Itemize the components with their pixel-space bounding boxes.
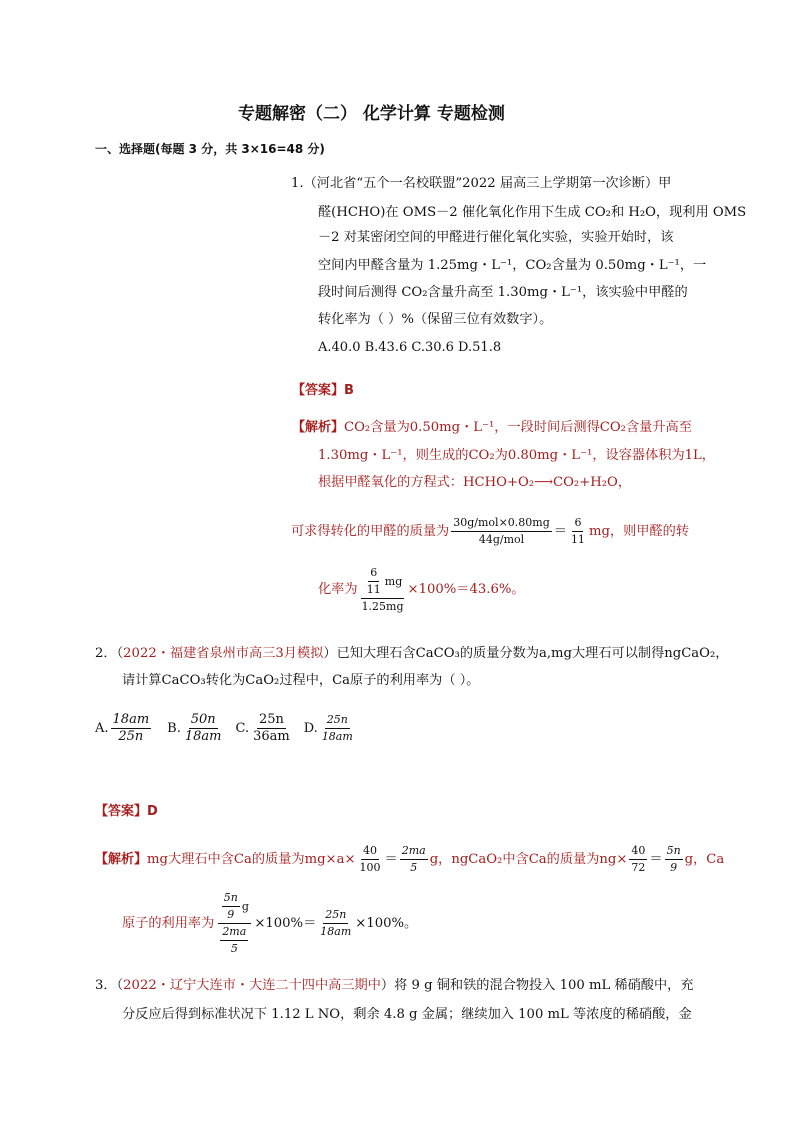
section-heading: 一、选择题(每题 3 分，共 3×16=48 分) [95, 142, 325, 156]
fraction-numerator: 25n [323, 907, 348, 924]
fraction-denominator: 18am [184, 729, 222, 744]
q2-answer: 【答案】D [95, 804, 158, 819]
q2-analysis-text: 原子的利用率为 [122, 915, 215, 931]
q2-options [95, 712, 357, 745]
q3-text: 将 9 g 铜和铁的混合物投入 100 mL 稀硝酸中，充 [394, 978, 694, 993]
fraction-numerator: 30g/mol×0.80mg [451, 515, 552, 532]
fraction-numerator: 2ma [220, 924, 248, 941]
fraction-numerator: 40 [629, 843, 647, 860]
fraction-denominator: 36am [253, 729, 290, 744]
fraction-numerator: 25n [258, 712, 284, 727]
fraction-numerator: 5n [222, 890, 240, 907]
fraction-denominator: 1.25mg [361, 600, 404, 613]
q3-line: 3．（2022・辽宁大连市・大连二十四中高三期中）将 9 g 铜和铁的混合物投入 100 mL 稀硝酸中，充 [95, 978, 694, 993]
q2-analysis-text: g，Ca [684, 851, 725, 867]
option-c-label: C. [235, 721, 250, 736]
fraction-denominator: 9 [670, 861, 678, 874]
q3-line: 分反应后得到标准状况下 1.12 L NO，剩余 4.8 g 金属；继续加入 100 mL 等浓度的稀硝酸，金 [122, 1007, 692, 1022]
q1-line: 转化率为（ ）%（保留三位有效数字）。 [318, 312, 553, 327]
q1-line: 醛(HCHO)在 OMS－2 催化氧化作用下生成 CO₂和 H₂O，现利用 OMS [318, 205, 747, 220]
page-title: 专题解密（二） 化学计算 专题检测 [238, 104, 505, 124]
fraction-denominator: 5 [230, 942, 238, 955]
equals-sign: ＝ [384, 851, 398, 867]
fraction-numerator: 18am [112, 712, 150, 727]
fraction-denominator: 72 [631, 861, 646, 874]
unit-text: mg [384, 574, 403, 588]
option-a-label: A. [95, 721, 109, 736]
q2-text: 已知大理石含CaCO₃的质量分数为a,mg大理石可以制得ngCaO₂， [336, 646, 729, 661]
fraction-numerator: 5n [665, 843, 683, 860]
q1-analysis-text: ×100%＝43.6%。 [407, 582, 525, 597]
fraction-numerator: 6 [572, 515, 583, 532]
fraction-numerator: 50n [190, 712, 216, 727]
q1-analysis-text: 化率为 [318, 582, 358, 597]
q1-analysis-text: mg，则甲醛的转 [588, 523, 690, 539]
q2-source: 2022・福建省泉州市高三3月模拟 [123, 646, 324, 661]
q1-analysis-text: 可求得转化的甲醛的质量为 [291, 523, 450, 539]
q2-line: 2．（2022・福建省泉州市高三3月模拟）已知大理石含CaCO₃的质量分数为a,mg大理石可以制得ngCaO₂， [95, 646, 729, 661]
q2-analysis-text: ×100%＝ [254, 915, 317, 931]
fraction-numerator: 6 [368, 565, 379, 582]
q2-analysis-text: ×100%。 [355, 915, 418, 931]
fraction-denominator: 11 [366, 583, 381, 596]
equals-sign: ＝ [553, 523, 567, 539]
q1-line: 1.（河北省“五个一名校联盟”2022 届高三上学期第一次诊断）甲 [291, 176, 672, 191]
fraction-denominator: 18am [321, 730, 353, 743]
option-d-label: D. [303, 721, 318, 736]
q1-analysis-line: 1.30mg・L⁻¹，则生成的CO₂为0.80mg・L⁻¹，设容器体积为1L， [318, 448, 715, 463]
fraction-numerator: 2ma [400, 843, 428, 860]
fraction-denominator: 100 [359, 861, 381, 874]
q2-analysis-text: mg大理石中含Ca的质量为mg×a× [147, 851, 356, 867]
q3-source: 2022・辽宁大连市・大连二十四中高三期中 [123, 978, 381, 993]
q1-line: 空间内甲醛含量为 1.25mg・L⁻¹，CO₂含量为 0.50mg・L⁻¹，一 [318, 258, 707, 273]
equals-sign: ＝ [649, 851, 663, 867]
q2-analysis-tag: 【解析】 [95, 851, 148, 867]
fraction-denominator: 18am [320, 925, 352, 938]
fraction-denominator: 25n [118, 729, 144, 744]
fraction-numerator: 25n [325, 712, 350, 729]
q1-analysis-line: CO₂含量为0.50mg・L⁻¹，一段时间后测得CO₂含量升高至 [344, 420, 692, 435]
fraction-denominator: 11 [570, 533, 585, 546]
q1-answer: 【答案】B [292, 383, 354, 398]
q1-analysis-line: 根据甲醛氧化的方程式：HCHO+O₂⟶CO₂+H₂O， [318, 475, 632, 490]
q2-analysis-text: g，ngCaO₂中含Ca的质量为ng× [429, 851, 628, 867]
fraction-numerator: 40 [361, 843, 379, 860]
fraction-denominator: 9 [227, 908, 235, 921]
unit-text: g [241, 899, 249, 913]
q1-analysis-tag: 【解析】 [292, 420, 345, 435]
q1-line: －2 对某密闭空间的甲醛进行催化氧化实验，实验开始时，该 [318, 230, 674, 245]
q2-line: 请计算CaCO₃转化为CaO₂过程中，Ca原子的利用率为（ ）。 [122, 673, 480, 688]
q1-options: A.40.0 B.43.6 C.30.6 D.51.8 [318, 340, 502, 355]
fraction-denominator: 44g/mol [478, 533, 525, 546]
q1-line: 段时间后测得 CO₂含量升高至 1.30mg・L⁻¹，该实验中甲醛的 [318, 285, 688, 300]
option-b-label: B. [167, 721, 181, 736]
fraction-denominator: 5 [410, 861, 418, 874]
